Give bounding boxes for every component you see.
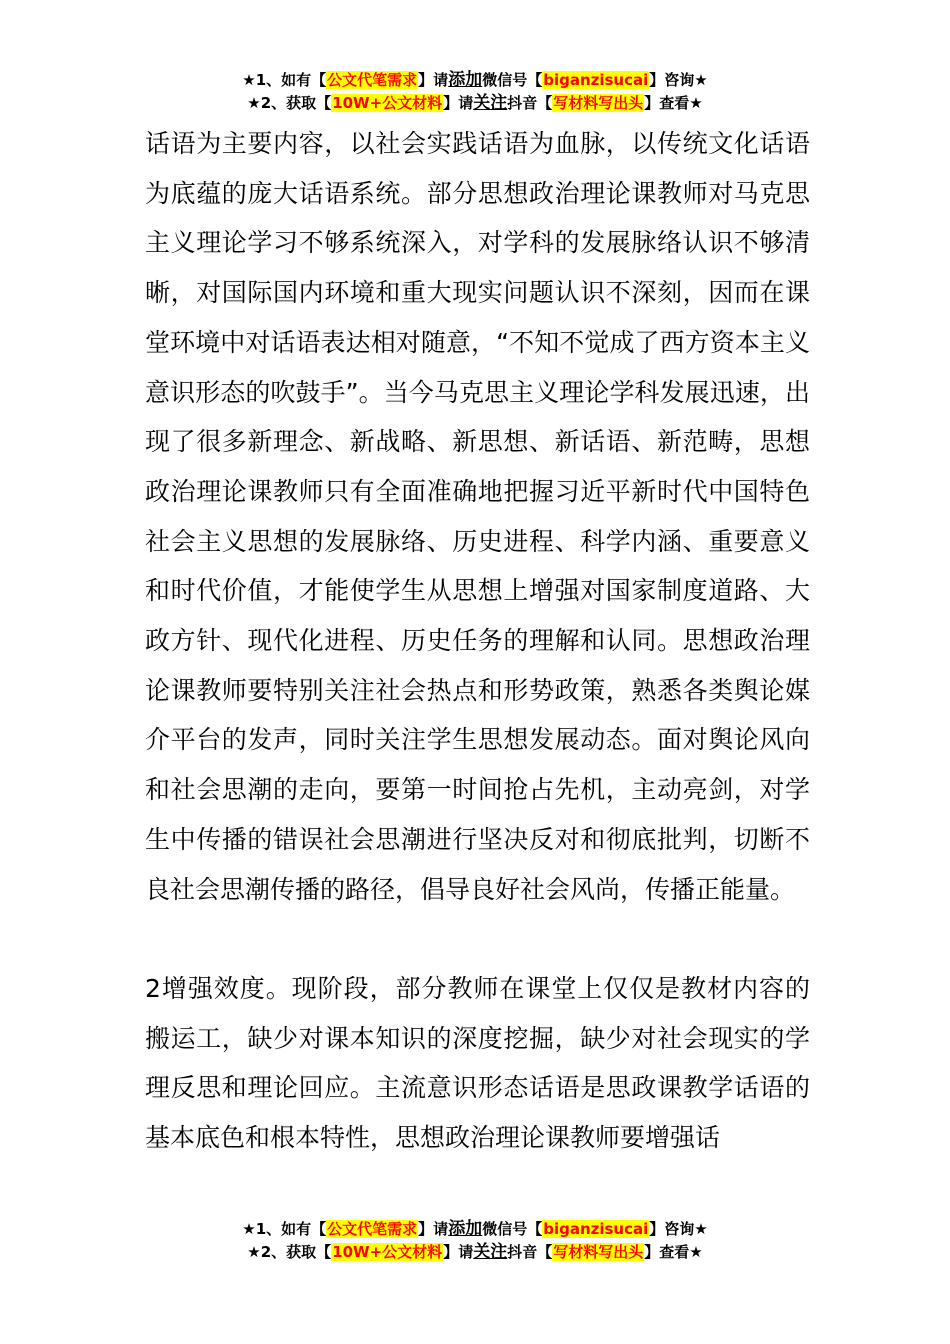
header-line-2-emphasis: 关注 — [473, 93, 508, 113]
header-banner — [0, 69, 950, 115]
footer-line-1-emphasis: 添加 — [448, 1219, 483, 1239]
body-paragraph-1: 话语为主要内容，以社会实践话语为血脉，以传统文化话语为底蕴的庞大话语系统。部分思想政治理论课教师对马克思主义理论学习不够系统深入，对学科的发展脉络认识不够清晰，对国际国内环境和重大现实问题认识不深刻，因而在课堂环境中对话语表达相对随意，“不知不觉成了西方资本主义意识形态的吹鼓手”。当今马克思主义理论学科发展迅速，出现了很多新理念、新战略、新思想、新话语、新范畴，思想政治理论课教师只有全面准确地把握习近平新时代中国特色社会主义思想的发展脉络、历史进程、科学内涵、重要意义和时代价值，才能使学生从思想上增强对国家制度道路、大政方针、现代化进程、历史任务的理解和认同。思想政治理论课教师要特别关注社会热点和形势政策，熟悉各类舆论媒介平台的发声，同时关注学生思想发展动态。面对舆论风向和社会思潮的走向，要第一时间抢占先机，主动亮剑，对学生中传播的错误社会思潮进行坚决反对和彻底批判，切断不良社会思潮传播的路径，倡导良好社会风尚，传播正能量。 — [145, 129, 810, 904]
footer-line-2-highlight-1: 10W+公文材料 — [332, 1243, 443, 1261]
footer-banner — [0, 1218, 950, 1264]
header-line-2-prefix: ★2、获取【 — [247, 94, 332, 112]
body-paragraph-2: 2增强效度。现阶段，部分教师在课堂上仅仅是教材内容的搬运工，缺少对课本知识的深度挖掘，缺少对社会现实的学理反思和理论回应。主流意识形态话语是思政课教学话语的基本底色和根本特性，思想政治理论课教师要增强话 — [145, 973, 810, 1153]
header-line-1-prefix: ★1、如有【 — [242, 71, 327, 89]
footer-line-2-suffix: 】查看★ — [644, 1243, 703, 1261]
footer-line-2-emphasis: 关注 — [473, 1242, 508, 1262]
footer-line-2-mid-2: 抖音【 — [507, 1243, 553, 1261]
header-line-2-highlight-1: 10W+公文材料 — [332, 94, 443, 112]
header-line-1 — [0, 69, 950, 92]
header-line-2-mid-2: 抖音【 — [507, 94, 553, 112]
footer-line-2-prefix: ★2、获取【 — [247, 1243, 332, 1261]
footer-line-2-highlight-2: 写材料写出头 — [553, 1243, 644, 1261]
footer-line-1-suffix: 】咨询★ — [649, 1220, 708, 1238]
header-line-1-mid-2: 微信号【 — [482, 71, 543, 89]
footer-line-2 — [0, 1241, 950, 1264]
header-line-2-mid-1: 】请 — [443, 94, 474, 112]
header-line-1-suffix: 】咨询★ — [649, 71, 708, 89]
footer-line-1-highlight-2: biganzisucai — [543, 1220, 649, 1238]
footer-line-1-prefix: ★1、如有【 — [242, 1220, 327, 1238]
footer-line-2-mid-1: 】请 — [443, 1243, 474, 1261]
header-line-2-suffix: 】查看★ — [644, 94, 703, 112]
footer-line-1-mid-1: 】请 — [418, 1220, 449, 1238]
footer-line-1-highlight-1: 公文代笔需求 — [327, 1220, 418, 1238]
document-body — [145, 119, 810, 1163]
footer-line-1-mid-2: 微信号【 — [482, 1220, 543, 1238]
header-line-1-emphasis: 添加 — [448, 70, 483, 90]
footer-line-1 — [0, 1218, 950, 1241]
header-line-1-highlight-2: biganzisucai — [543, 71, 649, 89]
header-line-2-highlight-2: 写材料写出头 — [553, 94, 644, 112]
header-line-1-mid-1: 】请 — [418, 71, 449, 89]
header-line-1-highlight-1: 公文代笔需求 — [327, 71, 418, 89]
header-line-2 — [0, 92, 950, 115]
